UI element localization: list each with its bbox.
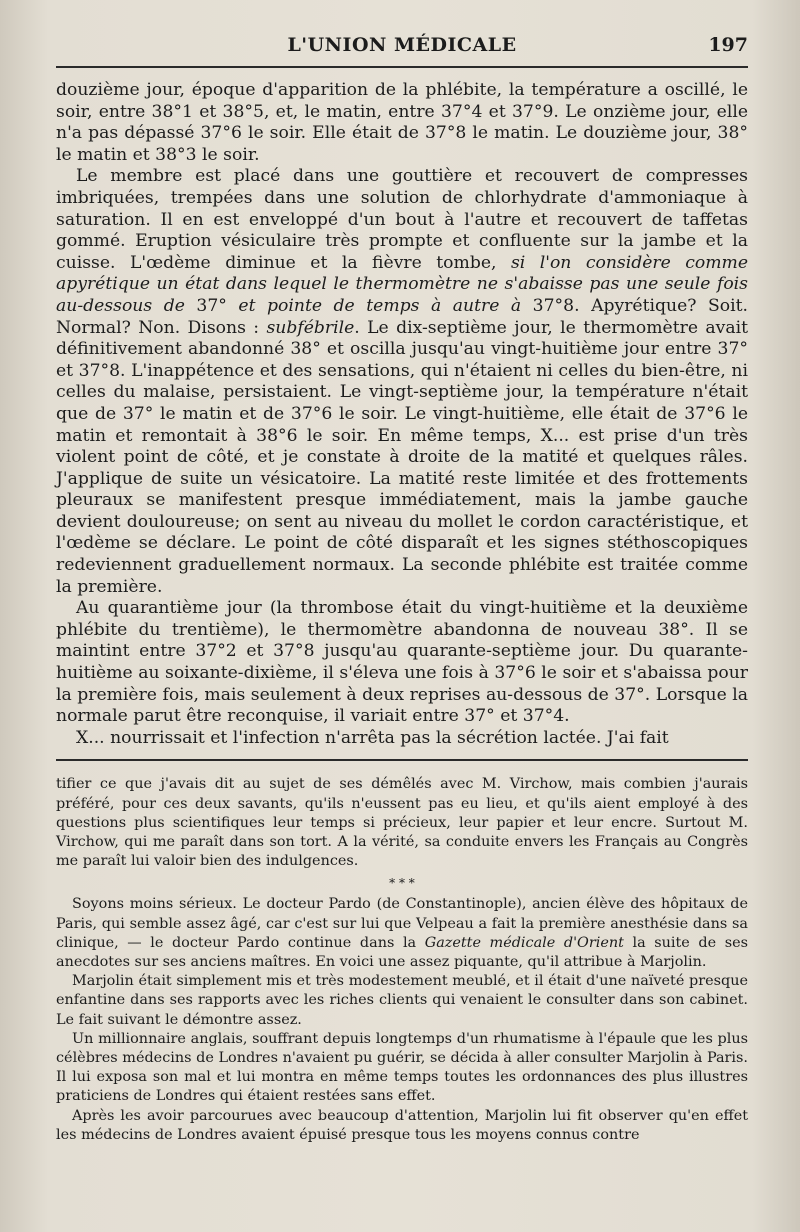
header-rule: [56, 66, 748, 68]
paragraph-2-part-d: . Le dix-septième jour, le thermomètre avait définitivement abandonné 38° et oscilla jusqu'au vingt-huitième jour entre 37° et 37°8. L'inappétence et des sensations, qui n'étaient ni celles du bien-être, ni celles du malaise, persistaient. Le vingt-septième jour, la température n'était que de 37° le matin et de 37°6 le soir. Le vingt-huitième, elle était de 37°6 le matin et remontait à 38°6 le soir. En même temps, X... est prise d'un très violent point de côté, et je constate à droite de la matité et quelques râles. J'applique de suite un vésicatoire. La matité reste limitée et des frottements pleuraux se manifestent presque immédiatement, mais la jambe gauche devient douloureuse; on sent au niveau du mollet le cordon caractéristique, et l'œdème se déclare. Le point de côté disparaît et les signes stéthoscopiques redeviennent graduellement normaux. La seconde phlébite est traitée comme la première.: [56, 317, 748, 597]
running-header: [56, 30, 748, 64]
paragraph-2-italic-3: subfébrile: [266, 317, 355, 338]
paragraph-2: [56, 166, 748, 598]
main-text: [56, 80, 748, 749]
paragraph-2-part-a: Le membre est placé dans une gouttière et recouvert de compresses imbriquées, trempées dans une solution de chlorhydrate d'ammoniaque à saturation. Il en est enveloppé d'un bout à l'autre et recouvert de taffetas gommé. Eruption vésiculaire très prompte et confluente sur la jambe et la cuisse. L'œdème diminue et la fièvre tombe,: [56, 166, 748, 273]
page-number: 197: [708, 34, 748, 56]
footnote-separator: [56, 759, 748, 761]
paragraph-2-part-c: 37°8. Apyrétique? Soit. Normal? Non. Disons :: [56, 295, 748, 338]
footnotes: [56, 775, 748, 1145]
running-title: L'UNION MÉDICALE: [287, 34, 517, 56]
paragraph-1: douzième jour, époque d'apparition de la phlébite, la température a oscillé, le soir, entre 38°1 et 38°5, et, le matin, entre 37°4 et 37°9. Le onzième jour, elle n'a pas dépassé 37°6 le soir. Elle était de 37°8 le matin. Le douzième jour, 38° le matin et 38°3 le soir.: [56, 80, 748, 165]
note-2: [56, 895, 748, 972]
paragraph-4: X... nourrissait et l'infection n'arrêta pas la sécrétion lactée. J'ai fait: [76, 727, 669, 748]
note-2-part-b: la suite de ses anecdotes sur ses anciens maîtres. En voici une assez piquante, qu'il attribue à Marjolin.: [56, 934, 749, 971]
paragraph-2-italic-2: et pointe de temps à autre à: [238, 295, 522, 316]
paragraph-2-part-b: 37°: [184, 295, 239, 316]
asterism-divider: * * *: [389, 876, 415, 891]
paragraph-3: Au quarantième jour (la thrombose était du vingt-huitième et la deuxième phlébite du trentième), le thermomètre abandonna de nouveau 38°. Il se maintint entre 37°2 et 37°8 jusqu'au quarante-septième jour. Du quarante-huitième au soixante-dixième, il s'éleva une fois à 37°6 le soir et s'abaissa pour la première fois, mais seulement à deux reprises au-dessous de 37°. Lorsque la normale parut être reconquise, il variait entre 37° et 37°4.: [56, 598, 748, 727]
note-1: tifier ce que j'avais dit au sujet de ses démêlés avec M. Virchow, mais combien j'aurais préféré, pour ces deux savants, qu'ils n'eussent pas eu lieu, et qu'ils aient employé à des questions plus scientifiques leur temps si précieux, leur papier et leur encre. Surtout M. Virchow, qui me paraît dans son tort. A la vérité, sa conduite envers les Français au Congrès me paraît lui valoir bien des indulgences.: [56, 776, 748, 870]
note-2-italic: Gazette médicale d'Orient: [424, 934, 624, 951]
note-5: Après les avoir parcourues avec beaucoup d'attention, Marjolin lui fit observer qu'en effet les médecins de Londres avaient épuisé presque tous les moyens connus contre: [56, 1107, 748, 1143]
note-4: Un millionnaire anglais, souffrant depuis longtemps d'un rhumatisme à l'épaule que les plus célèbres médecins de Londres n'avaient pu guérir, se décida à aller consulter Marjolin à Paris. Il lui exposa son mal et lui montra en même temps toutes les ordonnances des plus illustres praticiens de Londres qui étaient restées sans effet.: [56, 1030, 748, 1105]
note-2-part-a: Soyons moins sérieux. Le docteur Pardo (de Constantinople), ancien élève des hôpitaux de Paris, qui semble assez âgé, car c'est sur lui que Velpeau a fait la première anesthésie dans sa clinique, — le docteur Pardo continue dans la: [56, 896, 748, 951]
paragraph-2-italic-1: si l'on considère comme apyrétique un état dans lequel le thermomètre ne s'abaisse pas une seule fois au-dessous de: [56, 252, 748, 316]
note-3: Marjolin était simplement mis et très modestement meublé, et il était d'une naïveté presque enfantine dans ses rapports avec les riches clients qui venaient le consulter dans son cabinet. Le fait suivant le démontre assez.: [56, 973, 748, 1028]
